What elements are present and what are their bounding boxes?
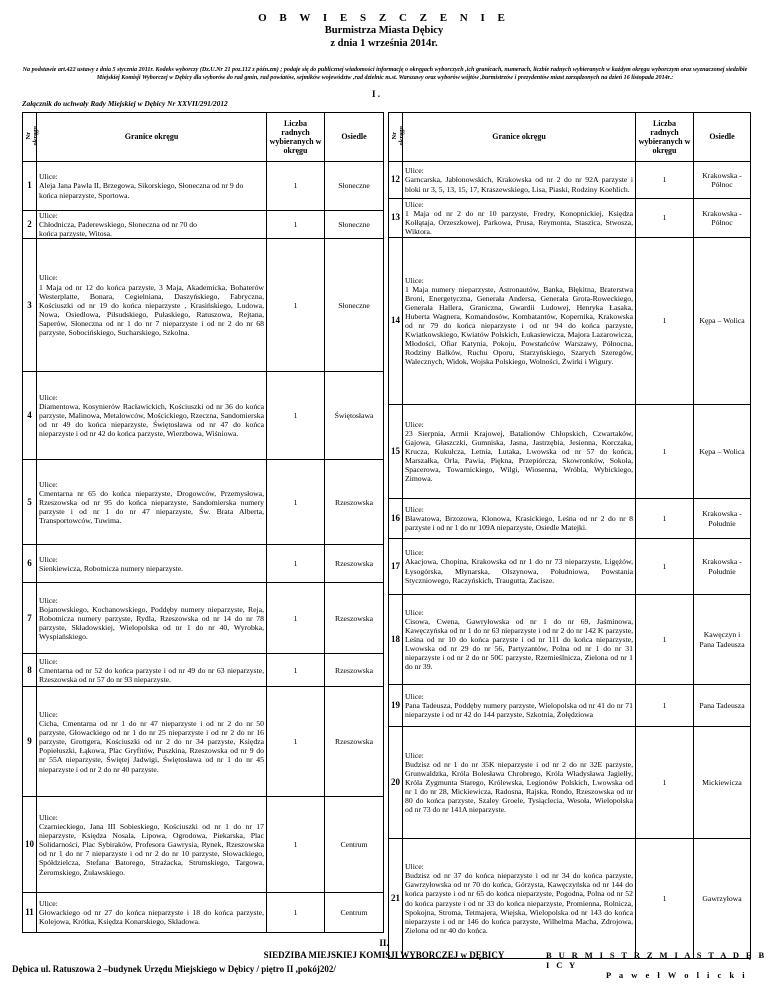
district-row [389, 685, 751, 727]
header-bounds: Granice okręgu [37, 113, 267, 162]
attachment-note: Załącznik do uchwały Rady Miejskiej w Dębicy Nr XXVII/291/2012 [22, 99, 228, 108]
district-seats: 1 [636, 839, 694, 959]
district-seats: 1 [636, 162, 694, 199]
district-estate: Mickiewicza [694, 727, 751, 839]
district-number: 9 [23, 687, 37, 797]
district-number: 5 [23, 460, 37, 545]
district-estate: Słoneczne [325, 211, 384, 239]
header-estate: Osiedle [694, 113, 751, 162]
district-row [389, 539, 751, 595]
district-seats: 1 [636, 727, 694, 839]
district-seats: 1 [267, 460, 325, 545]
districts-table-right [388, 112, 751, 959]
district-estate: Rzeszowska [325, 583, 384, 654]
district-row [23, 654, 384, 687]
district-bounds: Ulice: Czarnieckiego, Jana III Sobieskiego, Kościuszki od nr 1 do nr 17 nieparzyste, Księdza Nosala, Lipowa, Ogrodowa, Piekarska, Plac Solidarności, Plac Sybiraków, Profesora Gawrysia, Rynek, Rzeszowska od nr 1 do nr 7 nieparzyste i od nr 2 do nr 10 parzyste, Słowackiego, Spółdzielcza, Stefana Batorego, Strażacka, Strumskiego, Targowa, Żeromskiego, Żuławskiego. [37, 797, 267, 893]
district-bounds: Ulice: Garncarska, Jabłonowskich, Krakowska od nr 2 do nr 92A parzyste i bloki nr 3, 5, 13, 15, 17, Kraszewskiego, Lisa, Piaski, Rodziny Koehlich. [403, 162, 636, 199]
district-bounds: Ulice: Cmentarna od nr 52 do końca parzyste i od nr 49 do nr 63 nieparzyste, Rzeszowska od nr 57 do nr 93 nieparzyste. [37, 654, 267, 687]
district-bounds: Ulice: Aleja Jana Pawła II, Brzegowa, Sikorskiego, Słoneczna od nr 9 do końca nieparzyste, Sportowa. [37, 162, 267, 211]
district-number: 8 [23, 654, 37, 687]
district-number: 19 [389, 685, 403, 727]
district-number: 17 [389, 539, 403, 595]
district-estate: Gawrzyłowa [694, 839, 751, 959]
district-seats: 1 [267, 545, 325, 583]
notice-title: O B W I E S Z C Z E N I E [258, 12, 510, 24]
district-bounds: Ulice: Bojanowskiego, Kochanowskiego, Poddęby numery nieparzyste, Reja, Robotnicza numery parzyste, Rydla, Rzeszowska od nr 14 do nr 78 parzyste, Składowskiej, Wielopolska od nr 1 do nr 40, Wyrobka, Wyspiańskiego. [37, 583, 267, 654]
header-nr: Nr okręgu [23, 113, 37, 162]
district-row [23, 797, 384, 893]
district-estate: Świętosława [325, 372, 384, 460]
district-number: 1 [23, 162, 37, 211]
district-estate: Centrum [325, 893, 384, 933]
district-estate: Słoneczne [325, 162, 384, 211]
district-seats: 1 [267, 654, 325, 687]
district-bounds: Ulice: Bławatowa, Brzozowa, Klonowa, Krasickiego, Leśna od nr 2 do nr 8 parzyste i od nr 1 do nr 109A nieparzyste, Osiedle Matejki. [403, 499, 636, 539]
header-nr: Nr okręgu [389, 113, 403, 162]
district-estate: Rzeszowska [325, 545, 384, 583]
district-row [23, 545, 384, 583]
district-bounds: Ulice: Pana Tadeusza, Poddęby numery parzyste, Wielopolska od nr 41 do nr 71 nieparzyste i od nr 42 do 144 parzyste, Szkotnia, Żołędziowa [403, 685, 636, 727]
district-seats: 1 [636, 685, 694, 727]
district-number: 11 [23, 893, 37, 933]
district-seats: 1 [636, 238, 694, 405]
district-estate: Kępa – Wolica [694, 238, 751, 405]
district-seats: 1 [267, 162, 325, 211]
district-row [23, 460, 384, 545]
district-estate: Słoneczne [325, 239, 384, 372]
district-bounds: Ulice: Budzisz od nr 37 do końca nieparzyste i od nr 34 do końca parzyste, Gawrzyłowska od nr 70 do końca, Górzysta, Kawęczyńska od nr 144 do końca parzyste i od nr 65 do końca nieparzyste, Pogodna, Polna od nr 52 do końca parzyste i od nr 33 do końca nieparzyste, Promienna, Rolnicza, Spokojna, Stroma, Tetmajera, Wiejska, Wielopolska od nr 143 do końca nieparzyste i od nr 146 do końca parzyste, Wilhelma Macha, Zdrojowa, Zielona od nr 40 do końca. [403, 839, 636, 959]
header-seats: Liczba radnych wybieranych w okręgu [267, 113, 325, 162]
district-seats: 1 [636, 199, 694, 238]
district-row [23, 687, 384, 797]
district-bounds: Ulice: Budzisz od nr 1 do nr 35K nieparzyste i od nr 2 do nr 32E parzyste, Grunwaldzka, Króla Bolesława Chrobrego, Króla Władysława Jagiełły, Króla Zygmunta Starego, Królewska, Legionów Polskich, Lwowska od nr 1 do nr 28, Mickiewicza, Radosna, Rajska, Rondo, Rzeszowska od nr 80 do końca parzyste, Szaley Groele, Tysiąclecia, Wesoła, Wielopolska od nr 73 do nr 141A nieparzyste. [403, 727, 636, 839]
district-estate: Krakowska - Północ [694, 199, 751, 238]
district-bounds: Ulice: 1 Maja od nr 2 do nr 10 parzyste, Fredry, Konopnickiej, Księdza Kołłątaja, Orzeszkowej, Parkowa, Prusa, Reymonta, Staszica, Stwosza, Wiktora. [403, 199, 636, 238]
district-seats: 1 [267, 211, 325, 239]
district-bounds: Ulice: Sienkiewicza, Robotnicza numery nieparzyste. [37, 545, 267, 583]
commission-seat-heading: SIEDZIBA MIEJSKIEJ KOMISJI WYBORCZEJ w DĘBICY [263, 950, 505, 960]
district-row [23, 162, 384, 211]
district-estate: Centrum [325, 797, 384, 893]
signature-name: P a w e ł W o l i c k i [606, 970, 748, 980]
district-estate: Krakowska - Północ [694, 162, 751, 199]
district-bounds: Ulice: 23 Sierpnia, Armii Krajowej, Batalionów Chłopskich, Czwartaków, Gajowa, Głaszczki, Gumniska, Jasna, Jastrzębia, Jesienna, Korczaka, Krucza, Kukułcza, Letnia, Lutaka, Lwowska od nr 57 do końca, Marszałka, Orla, Pawia, Piękna, Przepiórcza, Skowronków, Sokoła, Spacerowa, Towarnickiego, Wilgi, Wiosenna, Wróbla, Wybickiego, Zimowa. [403, 405, 636, 499]
district-seats: 1 [267, 239, 325, 372]
district-number: 20 [389, 727, 403, 839]
district-estate: Rzeszowska [325, 654, 384, 687]
district-number: 12 [389, 162, 403, 199]
district-bounds: Ulice: 1 Maja od nr 12 do końca parzyste, 3 Maja, Akademicka, Bohaterów Westerplatte, Bonara, Cegielniana, Daszyńskiego, Fabryczna, Kościuszki od nr 19 do końca nieparzyste , Krasińskiego, Ludowa, Nowa, Osiedlowa, Piłsudskiego, Pułaskiego, Ratuszowa, Rejtana, Saperów, Słoneczna od nr 1 do nr 7 nieparzyste i od nr 2 do nr 68 parzyste, Sobocińskiego, Sucharskiego, Szkolna. [37, 239, 267, 372]
district-bounds: Ulice: Diamentowa, Kosynierów Racławickich, Kościuszki od nr 36 do końca parzyste, Malinowa, Metalowców, Mościckiego, Rzeczna, Sandomierska od nr 49 do końca nieparzyste, Świętosława od nr 47 do końca nieparzyste i od nr 42 do końca parzyste, Wierzbowa, Wiśniowa. [37, 372, 267, 460]
district-row [23, 211, 384, 239]
district-seats: 1 [636, 405, 694, 499]
district-bounds: Ulice: Cisowa, Cwena, Gawryłowska od nr 1 do nr 69, Jaśminowa, Kawęczyńska od nr 1 do nr 63 nieparzyste i od nr 2 do nr 142 K parzyste, Leśna od nr 10 do końca parzyste i od nr 111 do końca nieparzyste, Lwowska od nr 29 do nr 56, Partyzantów, Polna od nr 1 do nr 31 nieparzyste i od nr 2 do nr 50C parzyste, Rzemieślnicza, Zielona od nr 1 do nr 39. [403, 595, 636, 685]
district-number: 21 [389, 839, 403, 959]
district-bounds: Ulice: Cicha, Cmentarna od nr 1 do nr 47 nieparzyste i od nr 2 do nr 50 parzyste, Głowackiego od nr 1 do nr 25 nieparzyste i od nr 2 do nr 16 parzyste, Grottgera, Kościuszki od nr 2 do nr 34 parzyste, Księdza Popiełuszki, Łąkowa, Plac Gryfitów, Puszkina, Rzeszowska od nr 9 do nr 55A nieparzyste, Świętej Jadwigi, Świętosława od nr 1 do nr 45 nieparzyste i od nr 2 do nr 40 parzyste. [37, 687, 267, 797]
district-estate: Pana Tadeusza [694, 685, 751, 727]
district-row [23, 583, 384, 654]
header-seats: Liczba radnych wybieranych w okręgu [636, 113, 694, 162]
section-one-number: I . [372, 89, 381, 99]
intro-paragraph: Na podstawie art.422 ustawy z dnia 5 stycznia 2011r. Kodeks wyborczy (Dz.U.Nr 21 poz.112 z późn.zm) ; podaje się do publicznej wiadomości informację o okręgach wyborczych ,ich granicach, numerach, liczbie radnych wybieranych w każdym okręgu wyborczym oraz wyznaczonej siedzibie Miejskiej Komisji Wyborczej w Dębicy dla wyborów do rad gmin, rad powiatów, sejmików województw ,rad dzielnic m.st. Warszawy oraz wyborów wójtów ,burmistrzów i prezydentów miast zarządzonych na dzień 16 listopada 2014r.: [22, 67, 748, 82]
district-seats: 1 [267, 687, 325, 797]
header-estate: Osiedle [325, 113, 384, 162]
district-seats: 1 [636, 539, 694, 595]
district-bounds: Ulice: Akacjowa, Chopina, Krakowska od nr 1 do nr 73 nieparzyste, Ligężów, Łysogórska, Młynarska, Olszynowa, Południowa, Powstania Styczniowego, Raczyńskich, Traugutta, Zacisze. [403, 539, 636, 595]
section-two-number: II. [379, 938, 389, 948]
district-number: 15 [389, 405, 403, 499]
district-number: 4 [23, 372, 37, 460]
district-row [389, 238, 751, 405]
district-number: 14 [389, 238, 403, 405]
district-number: 6 [23, 545, 37, 583]
district-estate: Krakowska - Południe [694, 539, 751, 595]
district-estate: Kępa – Wolica [694, 405, 751, 499]
district-row [23, 239, 384, 372]
district-number: 16 [389, 499, 403, 539]
district-estate: Rzeszowska [325, 460, 384, 545]
district-number: 7 [23, 583, 37, 654]
district-seats: 1 [267, 583, 325, 654]
district-row [389, 499, 751, 539]
district-row [389, 595, 751, 685]
district-number: 10 [23, 797, 37, 893]
district-seats: 1 [267, 797, 325, 893]
district-row [23, 372, 384, 460]
district-number: 2 [23, 211, 37, 239]
district-row [389, 405, 751, 499]
commission-address: Dębica ul. Ratuszowa 2 –budynek Urzędu Miejskiego w Dębicy / piętro II ,pokój202/ [12, 964, 336, 974]
districts-table-left [22, 112, 384, 933]
district-number: 18 [389, 595, 403, 685]
district-bounds: Ulice: Cmentarna nr 65 do końca nieparzyste, Drogowców, Przemysłowa, Rzeszowska od nr 95 do końca nieparzyste, Sandomierska numery parzyste i od nr 1 do nr 47 nieparzyste, Św. Brata Alberta, Transportowców, Tuwima. [37, 460, 267, 545]
notice-subtitle: Burmistrza Miasta Dębicy [324, 25, 444, 36]
signature-title: B U R M I S T R Z M I A S T A D Ę B I C Y [546, 950, 767, 970]
district-estate: Krakowska - Południe [694, 499, 751, 539]
district-seats: 1 [636, 595, 694, 685]
district-seats: 1 [267, 372, 325, 460]
district-row [389, 199, 751, 238]
header-bounds: Granice okręgu [403, 113, 636, 162]
district-row [389, 162, 751, 199]
district-estate: Kawęczyn i Pana Tadeusza [694, 595, 751, 685]
district-bounds: Ulice: Chłodnicza, Paderewskiego, Słoneczna od nr 70 do końca parzyste, Witosa. [37, 211, 267, 239]
district-row [389, 727, 751, 839]
district-estate: Rzeszowska [325, 687, 384, 797]
district-bounds: Ulice: Głowackiego od nr 27 do końca nieparzyste i 18 do końca parzyste, Kolejowa, Krótka, Księdza Konarskiego, Składowa. [37, 893, 267, 933]
district-number: 13 [389, 199, 403, 238]
district-seats: 1 [636, 499, 694, 539]
district-seats: 1 [267, 893, 325, 933]
district-number: 3 [23, 239, 37, 372]
district-row [23, 893, 384, 933]
district-bounds: Ulice: 1 Maja numery nieparzyste, Astronautów, Banka, Błękitna, Braterstwa Broni, Energetyczna, Generała Andersa, Generała Grota-Roweckiego, Generała Hallera, Graniczna, Gwardii Ludowej, Henryka Łasaka, Huberta Wagnera, Komandosów, Kombatantów, Kopernika, Krakowska od nr 79 do końca nieparzyste i od nr 94 do końca parzyste, Kwiatkowskiego, Kwiatów Polskich, Łukasiewicza, Majora Lazarowicza, Młodości, Ofiar Katynia, Pokoju, Powstańców Warszawy, Północna, Rodziny Balków, Ruchu Oporu, Starzyńskiego, Szarych Szeregów, Walecznych, Widok, Wojska Polskiego, Wolności, Żwirki i Wigury. [403, 238, 636, 405]
notice-date: z dnia 1 września 2014r. [330, 38, 438, 49]
